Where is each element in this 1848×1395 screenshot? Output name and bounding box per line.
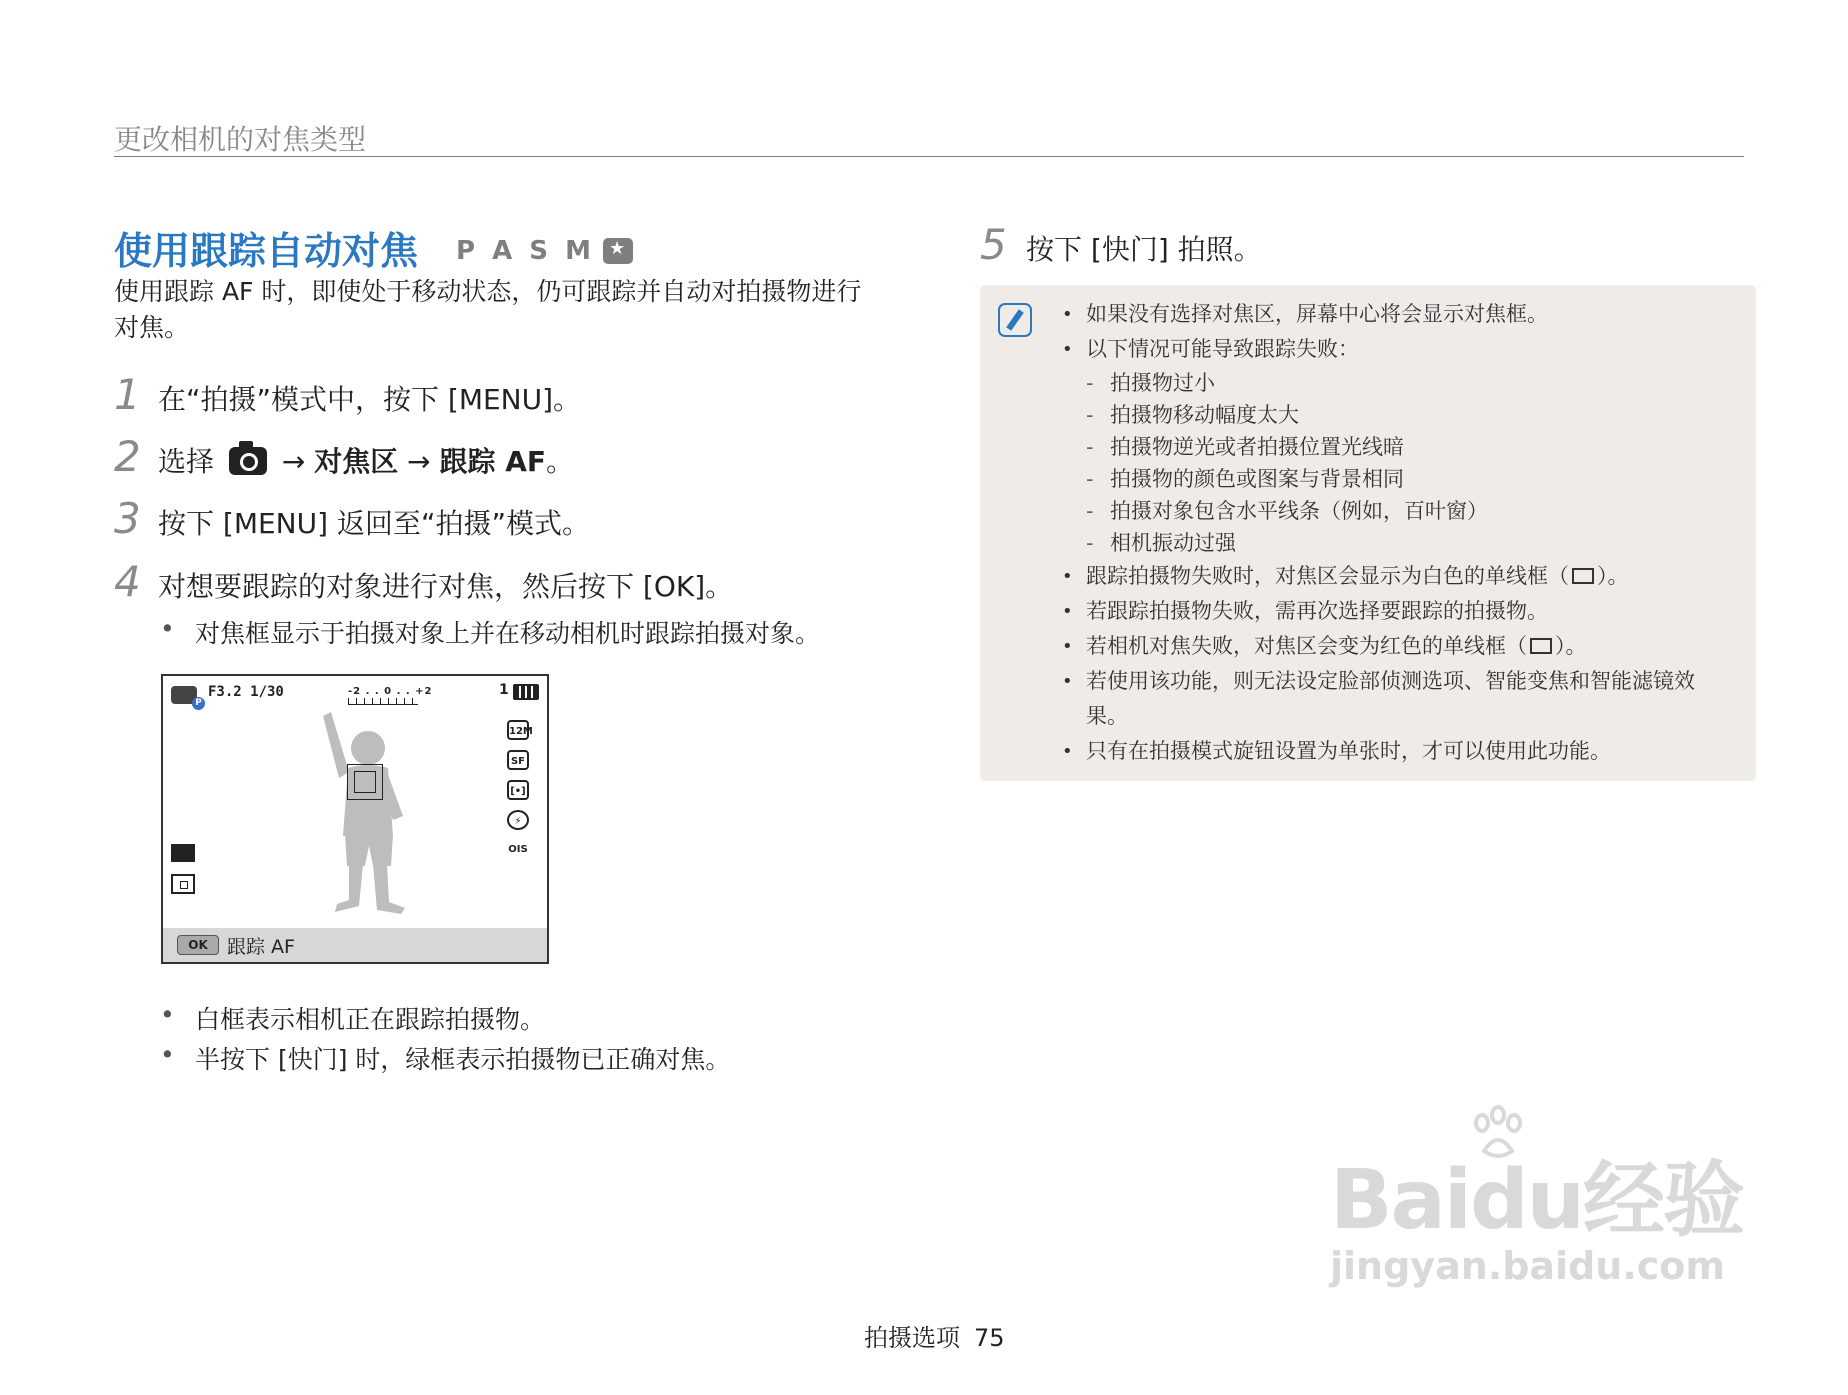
ok-button-icon: OK <box>177 935 219 955</box>
person-silhouette <box>313 706 423 926</box>
screen-status-bar <box>163 928 547 962</box>
sub-note-text: 拍摄物逆光或者拍摄位置光线暗 <box>1110 435 1404 459</box>
step-3 <box>114 494 590 543</box>
sub-note: - 拍摄物移动幅度太大 <box>1062 399 1732 431</box>
bullet-text: 对焦框显示于拍摄对象上并在移动相机时跟踪拍摄对象。 <box>195 619 821 648</box>
step-text: 按下 [MENU] 返回至“拍摄”模式。 <box>158 507 590 540</box>
step-4 <box>114 557 733 606</box>
aperture-shutter-readout: F3.2 1/30 <box>208 684 284 700</box>
page-heading <box>114 220 633 275</box>
note-text: 如果没有选择对焦区，屏幕中心将会显示对焦框。 <box>1086 302 1548 326</box>
step-number: 2 <box>114 432 141 481</box>
exposure-scale-ticks <box>348 698 418 705</box>
scene-mode-icon <box>603 238 633 264</box>
note-item: • 跟踪拍摄物失败时，对焦区会显示为白色的单线框（ ）。 <box>1062 559 1732 594</box>
bullet-text: 半按下 [快门] 时，绿框表示拍摄物已正确对焦。 <box>195 1045 731 1074</box>
step-number: 4 <box>114 557 141 606</box>
note-text: 只有在拍摄模式旋钮设置为单张时，才可以使用此功能。 <box>1086 739 1611 763</box>
camera-screen-illustration <box>161 674 549 964</box>
note-text <box>1086 559 1629 594</box>
sub-note-text: 拍摄对象包含水平线条（例如，百叶窗） <box>1110 499 1488 523</box>
note-icon <box>998 303 1032 337</box>
after-bullet-1: • 白框表示相机正在跟踪拍摄物。 <box>160 1000 546 1034</box>
sub-note-text: 拍摄物过小 <box>1110 371 1215 395</box>
intro-text: 使用跟踪 AF 时，即使处于移动状态，仍可跟踪并自动对拍摄物进行对焦。 <box>114 277 862 342</box>
step-number: 3 <box>114 494 141 543</box>
section-header <box>114 112 1744 157</box>
watermark-brand: Baidu经验 <box>1330 1153 1744 1248</box>
note-item: • 只有在拍摄模式旋钮设置为单张时，才可以使用此功能。 <box>1062 734 1732 769</box>
arrow-1: → <box>281 445 306 478</box>
camera-icon <box>229 447 267 475</box>
modes-label: P A S M <box>456 235 595 266</box>
sub-note-text: 相机振动过强 <box>1110 531 1236 555</box>
heading-title: 使用跟踪自动对焦 <box>114 229 419 273</box>
quality-icon: SF <box>507 750 529 770</box>
sub-note: - 拍摄物逆光或者拍摄位置光线暗 <box>1062 431 1732 463</box>
metering-icon: [•] <box>507 780 529 800</box>
single-frame-icon <box>1530 638 1552 654</box>
page-footer <box>864 1318 1005 1353</box>
step-number: 1 <box>114 370 141 419</box>
note5-pre: 若相机对焦失败，对焦区会变为红色的单线框（ <box>1086 634 1527 658</box>
step-text <box>158 440 574 480</box>
tracking-af-frame-inner <box>354 771 376 793</box>
note-text: 若跟踪拍摄物失败，需再次选择要跟踪的拍摄物。 <box>1086 599 1548 623</box>
ois-icon: OIS <box>508 844 528 855</box>
resolution-icon: 12M <box>507 720 529 740</box>
menu-tracking-af: 跟踪 AF <box>439 445 547 478</box>
note-text <box>1086 629 1587 664</box>
step-number: 5 <box>980 220 1007 269</box>
note-box <box>980 285 1756 781</box>
section-title: 更改相机的对焦类型 <box>114 123 367 156</box>
note3-pre: 跟踪拍摄物失败时，对焦区会显示为白色的单线框（ <box>1086 564 1569 588</box>
step-text: 对想要跟踪的对象进行对焦，然后按下 [OK]。 <box>158 570 734 603</box>
watermark-url: jingyan.baidu.com <box>1330 1244 1725 1288</box>
right-status-icons <box>507 720 533 860</box>
step-1 <box>114 370 581 419</box>
step-2 <box>114 432 574 481</box>
step2-end: 。 <box>546 445 575 478</box>
arrow-2: → <box>407 445 431 478</box>
bullet-text: 白框表示相机正在跟踪拍摄物。 <box>195 1005 546 1034</box>
note-list <box>1062 297 1732 769</box>
note-item: • 若跟踪拍摄物失败，需再次选择要跟踪的拍摄物。 <box>1062 594 1732 629</box>
step-text: 在“拍摄”模式中，按下 [MENU]。 <box>158 383 582 416</box>
single-frame-icon <box>1572 568 1594 584</box>
step-5 <box>980 220 1262 269</box>
note-text: 以下情况可能导致跟踪失败： <box>1086 337 1359 361</box>
sub-note: - 相机振动过强 <box>1062 527 1732 559</box>
shots-remaining: 1 <box>499 682 509 698</box>
note-item: • 若使用该功能，则无法设定脸部侦测选项、智能变焦和智能滤镜效果。 <box>1062 664 1732 734</box>
flash-off-icon: ⚡ <box>507 810 529 830</box>
note-item: • 若相机对焦失败，对焦区会变为红色的单线框（ ）。 <box>1062 629 1732 664</box>
drive-mode-icon <box>171 844 195 862</box>
after-bullet-2: • 半按下 [快门] 时，绿框表示拍摄物已正确对焦。 <box>160 1040 731 1074</box>
focus-area-icon <box>171 874 195 894</box>
note3-post: ）。 <box>1597 564 1629 588</box>
status-label: 跟踪 AF <box>227 935 295 958</box>
sub-note: - 拍摄物过小 <box>1062 367 1732 399</box>
sub-note: - 拍摄对象包含水平线条（例如，百叶窗） <box>1062 495 1732 527</box>
camera-mode-icon <box>171 686 197 704</box>
note-item: • 如果没有选择对焦区，屏幕中心将会显示对焦框。 <box>1062 297 1732 332</box>
note-item: • 以下情况可能导致跟踪失败： <box>1062 332 1732 367</box>
battery-icon <box>513 684 539 700</box>
mode-indicators <box>456 230 633 266</box>
exposure-scale-label: -2 . . 0 . . +2 <box>348 686 433 697</box>
menu-focus-area: 对焦区 <box>314 445 399 478</box>
note-text: 若使用该功能，则无法设定脸部侦测选项、智能变焦和智能滤镜效果。 <box>1086 669 1695 728</box>
left-status-icons <box>171 844 195 894</box>
page-number: 75 <box>974 1324 1005 1352</box>
step4-bullet: • 对焦框显示于拍摄对象上并在移动相机时跟踪拍摄对象。 <box>160 614 821 648</box>
sub-note: - 拍摄物的颜色或图案与背景相同 <box>1062 463 1732 495</box>
step2-pre: 选择 <box>158 445 215 478</box>
sub-note-text: 拍摄物移动幅度太大 <box>1110 403 1299 427</box>
footer-section: 拍摄选项 <box>864 1324 960 1352</box>
step-text: 按下 [快门] 拍照。 <box>1026 233 1262 266</box>
watermark <box>1330 1135 1743 1288</box>
sub-note-text: 拍摄物的颜色或图案与背景相同 <box>1110 467 1404 491</box>
note5-post: ）。 <box>1555 634 1587 658</box>
